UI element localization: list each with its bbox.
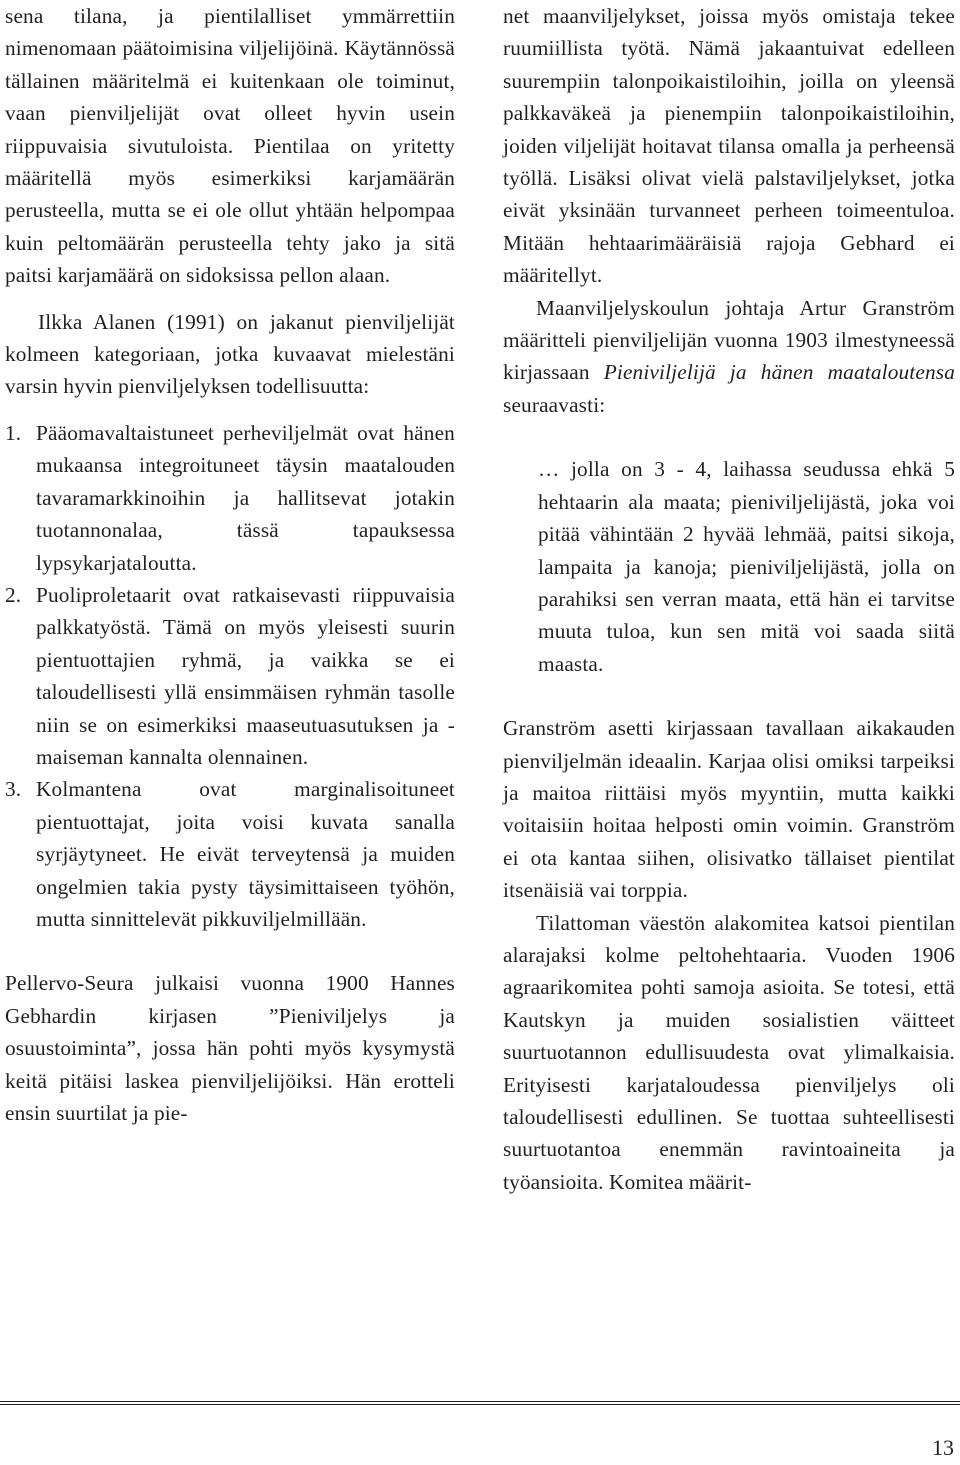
paragraph: Pellervo-Seura julkaisi vuonna 1900 Hannes Gebhardin kirjasen ”Pieniviljelys ja osuustoiminta”, jossa hän pohti myös kysymystä keitä pitäisi laskea pienviljelijöiksi. Hän erotteli ensin suurtilat ja pie- [5,971,455,1125]
list-item [5,579,455,773]
book-title: Pieniviljelijä ja hänen maataloutensa [603,360,955,385]
paragraph: Tilattoman väestön alakomitea katsoi pientilan alarajaksi kolme peltohehtaaria. Vuoden 1906 agraarikomitea pohti samoja asioita. Se totesi, että Kautskyn ja muiden sosialistien väitteet suurtuotannon edullisuudesta ovat ylimalkaisia. Erityisesti karjataloudessa pienviljelys oli taloudellisesti edullinen. Se tuottaa suhteellisesti suurtuotantoa enemmän ravintoaineita ja työansioita. Komitea määrit- [503,910,955,1194]
paragraph-text: seuraavasti: [503,392,606,417]
list-item [5,417,455,579]
list-text: Pääomavaltaistuneet perheviljelmät ovat hänen mukaansa integroituneet täysin maatalouden tavaramarkkinoihin ja hallitsevat jotakin tuotannonalaa, tässä tapauksessa lypsykarjataloutta. [36,420,455,575]
paragraph: sena tilana, ja pientilalliset ymmärrettiin nimenomaan päätoimisina viljelijöinä. Käytännössä tällainen määritelmä ei kuitenkaan ole toiminut, vaan pienviljelijät ovat olleet hyvin usein riippuvaisia sivutuloista. Pientilaa on yritetty määritellä myös esimerkiksi karjamäärän perusteella, mutta se ei ole ollut yhtään helpompaa kuin peltomäärän perusteella tehty jako ja sitä paitsi karjamäärä on sidoksissa pellon alaan. [5,4,455,288]
paragraph: net maanviljelykset, joissa myös omistaja tekee ruumiillista työtä. Nämä jakaantuivat edelleen suurempiin talonpoikaistiloihin, joilla on yleensä palkkaväkeä ja pienempiin talonpoikaistiloihin, joiden viljelijät hoitavat tilansa omalla ja perheensä työllä. Lisäksi olivat vielä palstaviljelykset, jotka eivät yksinään turvanneet perheen toimeentuloa. Mitään hehtaarimääräisiä rajoja Gebhard ei määritellyt. [503,4,955,288]
list-number: 3. [5,777,22,802]
list-text: Puoliproletaarit ovat ratkaisevasti riippuvaisia palkkatyöstä. Tämä on myös yleisesti suurin pientuottajien ryhmä, ja vaikka se ei taloudellisesti yllä ensimmäisen ryhmän tasolle niin se on esimerkiksi maaseutuasutuksen ja -maiseman kannalta olennainen. [36,582,455,769]
right-column [503,0,955,1198]
numbered-list [5,417,455,936]
block-quote [503,453,955,680]
footer-rule [0,1401,960,1405]
quote-text: … jolla on 3 - 4, laihassa seudussa ehkä 5 hehtaarin ala maata; pieniviljelijästä, joka voi pitää vähintään 2 hyvää lehmää, paitsi sikoja, lampaita ja kanoja; pieniviljelijästä, jolla on parahiksi sen verran maata, että hän ei tarvitse muuta tuloa, kun sen mitä voi saada siitä maasta. [538,457,955,676]
left-column [5,0,455,1129]
list-number: 2. [5,582,22,607]
list-item [5,773,455,935]
paragraph [503,292,955,422]
page-number: 13 [932,1435,954,1460]
paragraph-text: Maanviljelyskoulun johtaja Artur Granström määritteli pienviljelijän vuonna 1903 ilmestyneessä kirjassaan [503,295,955,385]
paragraph: Ilkka Alanen (1991) on jakanut pienviljelijät kolmeen kategoriaan, jotka kuvaavat mielestäni varsin hyvin pienviljelyksen todellisuutta: [5,309,455,399]
paragraph: Granström asetti kirjassaan tavallaan aikakauden pienviljelmän ideaalin. Karjaa olisi omiksi tarpeiksi ja maitoa riittäisi myös myyntiin, mutta kaikki voitaisiin hoitaa helposti omin voimin. Granström ei ota kantaa siihen, olisivatko tällaiset pientilat itsenäisiä vai torppia. [503,716,955,903]
list-text: Kolmantena ovat marginalisoituneet pientuottajat, joita voisi kuvata sanalla syrjäytyneet. He eivät terveytensä ja muiden ongelmien takia pysty täysimittaiseen työhön, mutta sinnittelevät pikkuviljelmillään. [36,777,455,931]
list-number: 1. [5,420,22,445]
